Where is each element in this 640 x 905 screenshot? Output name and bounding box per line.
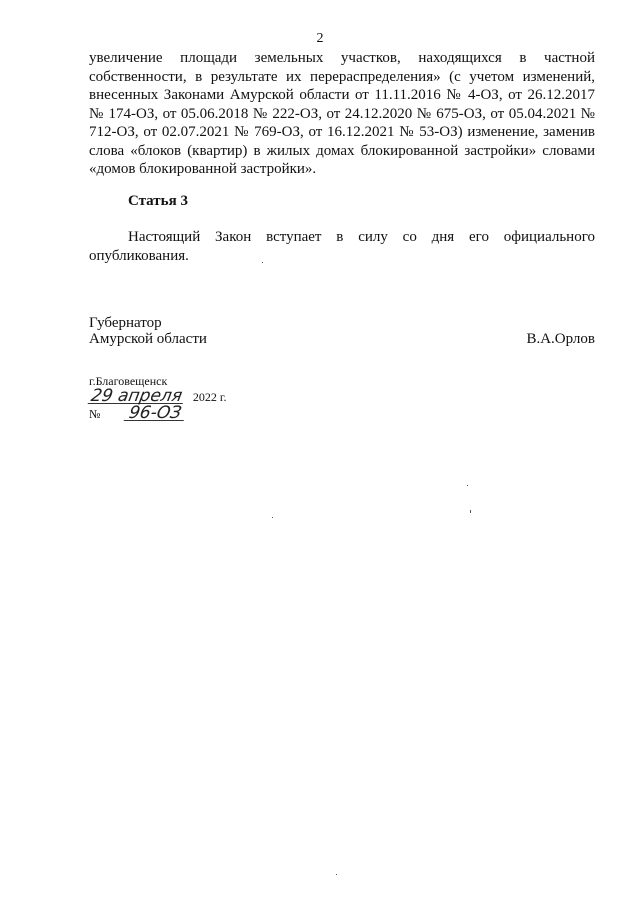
page-number: 2	[316, 31, 324, 46]
scan-speck	[470, 510, 471, 513]
place-of-signing: г.Благовещенск	[89, 374, 168, 388]
handwritten-date: 29 апреля	[89, 386, 184, 406]
date-year: 2022 г.	[192, 390, 227, 404]
scan-speck	[467, 485, 468, 486]
signature-block	[89, 315, 595, 347]
signature-title-line2: Амурской области	[89, 331, 207, 347]
law-number-line	[89, 403, 186, 423]
signature-name: В.А.Орлов	[526, 331, 595, 347]
number-symbol: №	[89, 407, 101, 421]
article-paragraph: Настоящий Закон вступает в силу со дня его официального опубликования.	[89, 229, 595, 264]
paragraph-continued: увеличение площади земельных участков, находящихся в частной собственности, в результате их перераспределения» (с учетом изменений, внесенных Законами Амурской области от 11.11.2016 № 4-ОЗ, от 26.12.2017 № 174-ОЗ, от 05.06.2018 № 222-ОЗ, от 24.12.2020 № 675-ОЗ, от 05.04.2021 № 712-ОЗ, от 02.07.2021 № 769-ОЗ, от 16.12.2021 № 53-ОЗ) изменение, заменив слова «блоков (квартир) в жилых домах блокированной застройки» словами «домов блокированной застройки».	[89, 50, 595, 177]
scan-speck	[272, 517, 273, 518]
signature-title-line1: Губернатор	[89, 315, 162, 331]
scan-speck	[336, 874, 337, 875]
scan-speck	[262, 262, 263, 263]
article-heading: Статья 3	[128, 193, 188, 209]
handwritten-law-number: 96-ОЗ	[124, 406, 187, 421]
